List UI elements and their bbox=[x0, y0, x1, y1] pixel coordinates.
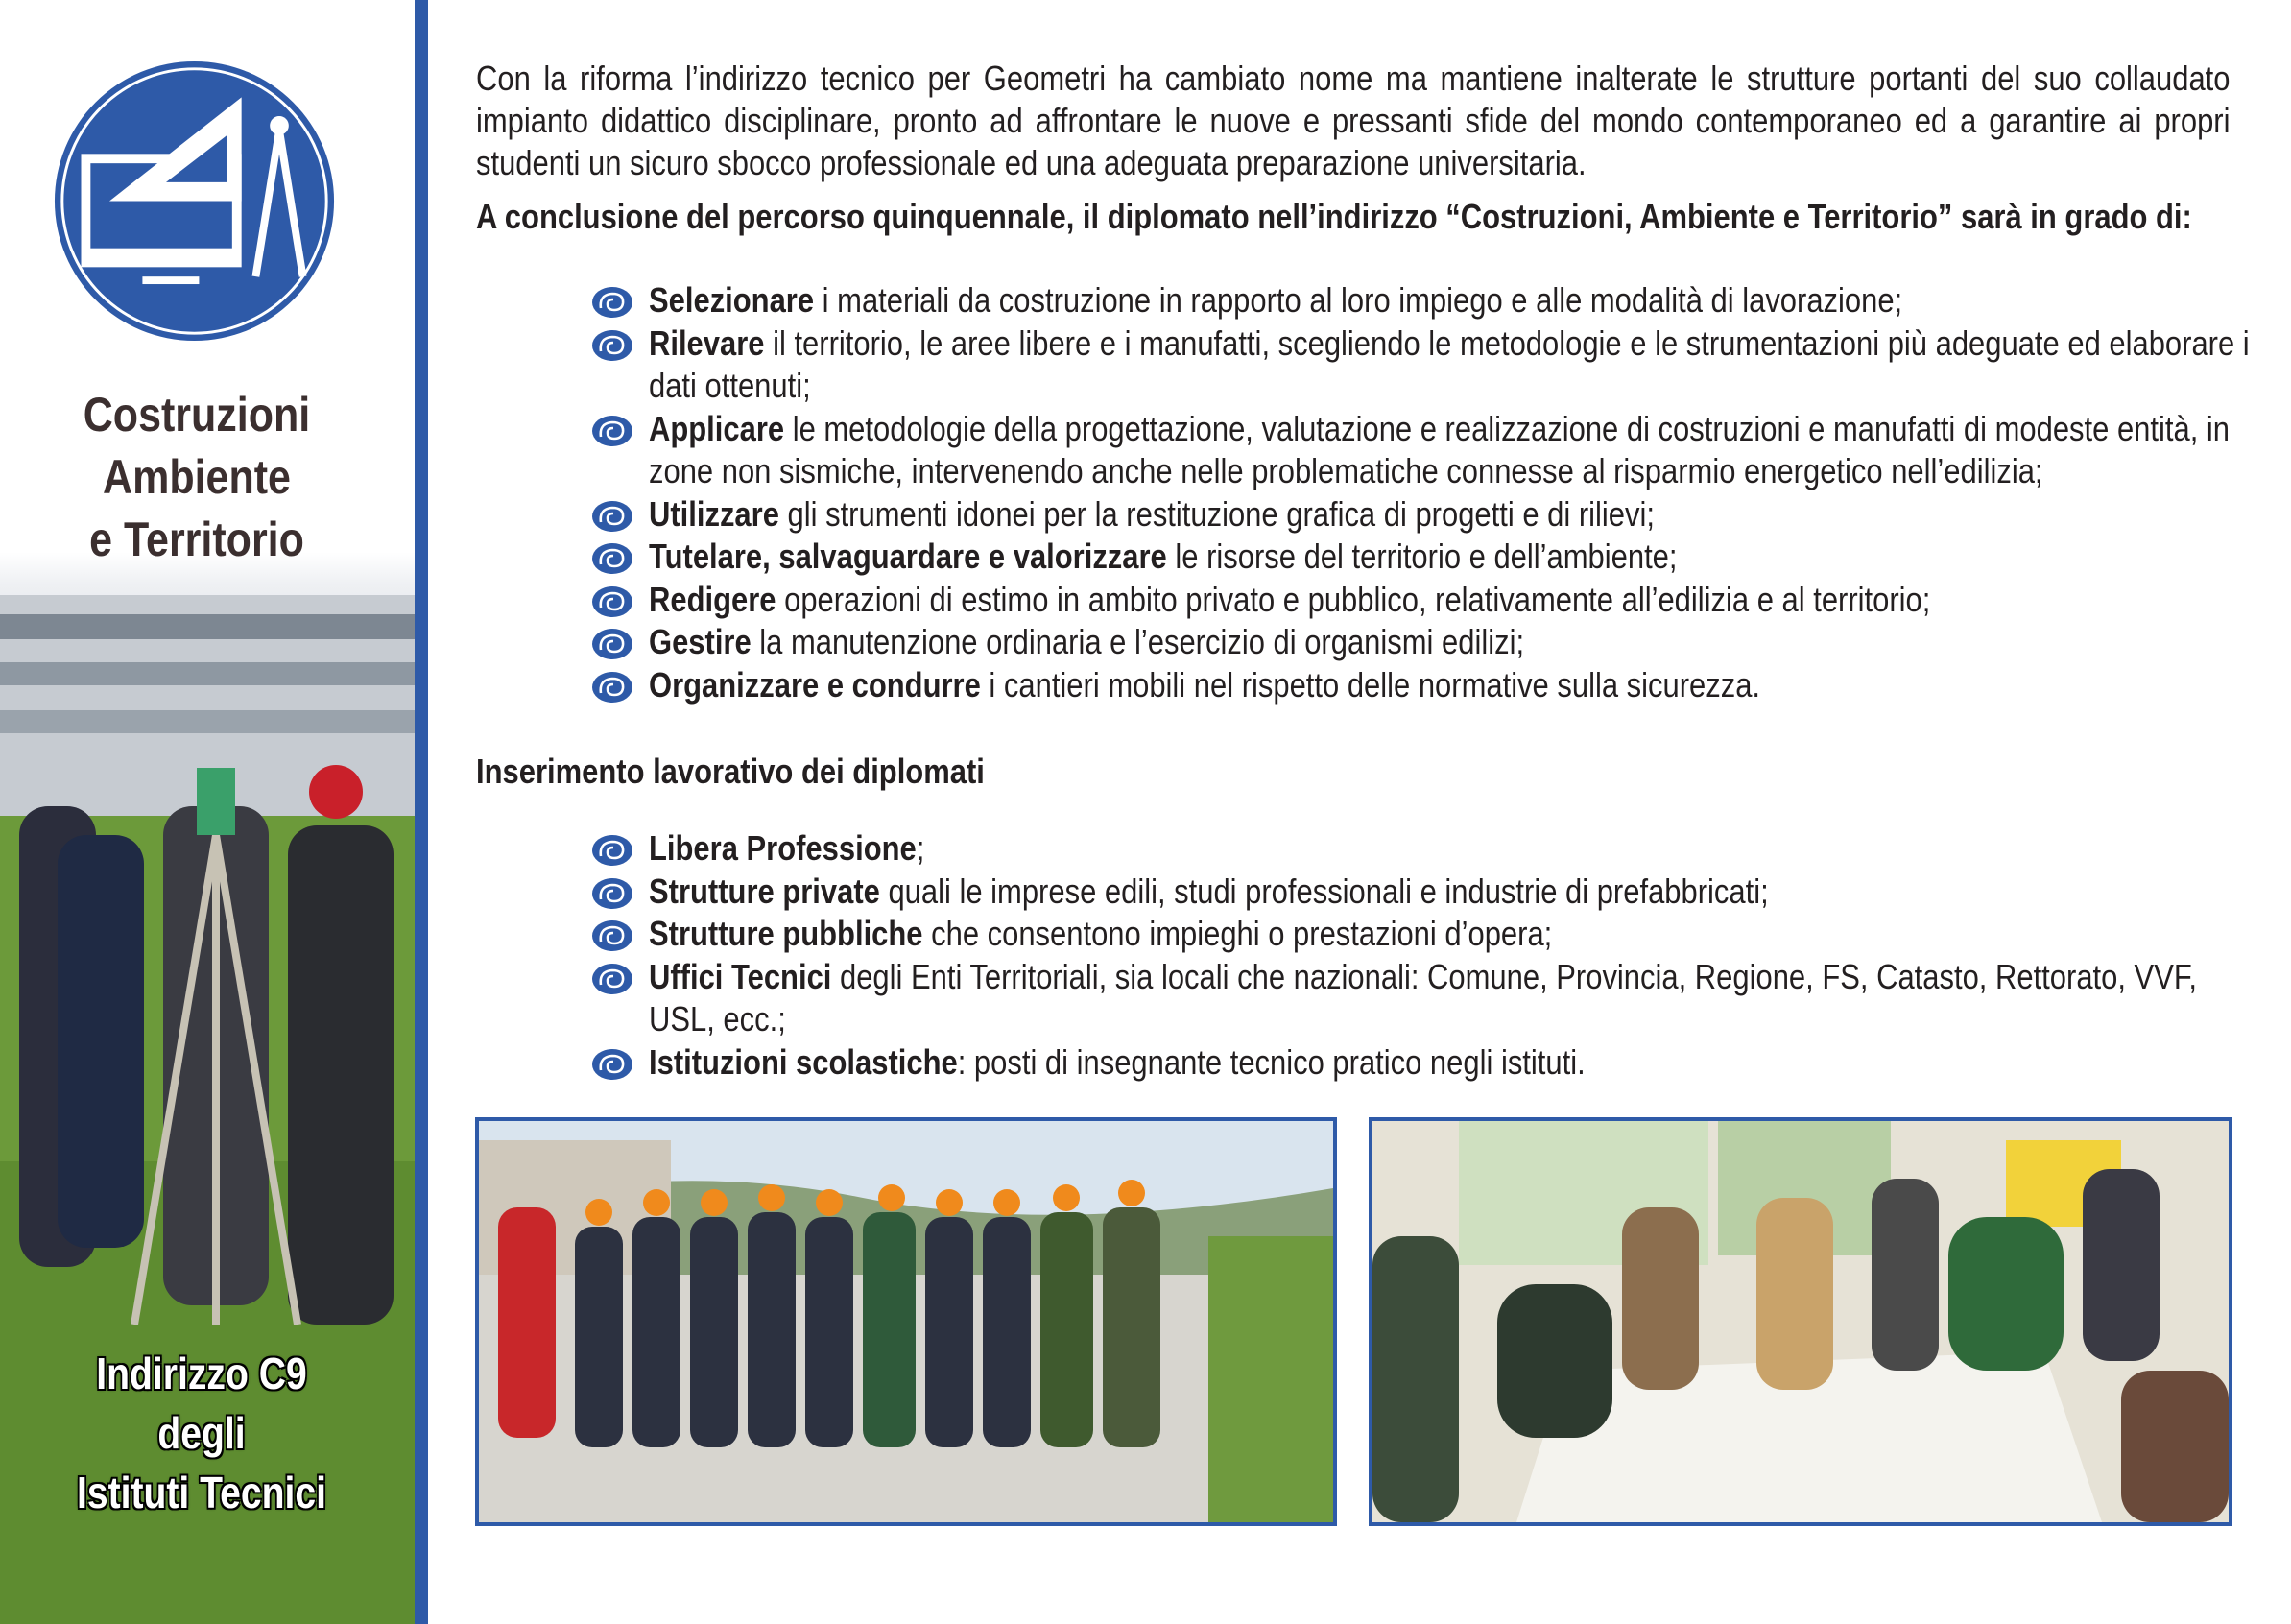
job-keyword: Uffici Tecnici bbox=[649, 956, 832, 996]
skill-keyword: Tutelare, salvaguardare e valorizzare bbox=[649, 537, 1167, 576]
jobs-heading-wrap bbox=[476, 751, 2204, 793]
spiral-bullet-icon bbox=[591, 833, 633, 868]
drafting-monitor-icon bbox=[53, 60, 336, 343]
spiral-bullet-icon bbox=[591, 962, 633, 996]
spiral-bullet-icon bbox=[591, 541, 633, 576]
skill-item bbox=[591, 322, 2250, 408]
spiral-bullet-icon bbox=[591, 670, 633, 705]
skill-text bbox=[649, 579, 2264, 622]
spiral-bullet-icon bbox=[591, 328, 633, 363]
job-text bbox=[649, 913, 2264, 956]
address-line: Istituti Tecnici bbox=[77, 1468, 326, 1517]
skill-item bbox=[591, 408, 2230, 493]
jobs-heading: Inserimento lavorativo dei diplomati bbox=[476, 752, 985, 791]
job-item bbox=[591, 913, 2223, 956]
skill-text bbox=[649, 536, 2264, 579]
skill-description: gli strumenti idonei per la restituzione grafica di progetti e di rilievi; bbox=[778, 493, 1655, 534]
job-text bbox=[649, 827, 2264, 871]
skill-keyword: Applicare bbox=[649, 408, 785, 448]
title-line: Costruzioni bbox=[83, 388, 311, 442]
job-description: degli Enti Territoriali, sia locali che nazionali: Comune, Provincia, Regione, FS, Catasto, Rettorato, VVF, USL, ecc.; bbox=[649, 956, 2197, 1039]
skill-text bbox=[649, 664, 2264, 707]
spiral-bullet-icon bbox=[591, 585, 633, 619]
skill-text bbox=[649, 322, 2264, 408]
skill-keyword: Selezionare bbox=[649, 280, 815, 320]
spiral-bullet-icon bbox=[591, 414, 633, 448]
sidebar-border bbox=[415, 0, 428, 1624]
spiral-bullet-icon bbox=[591, 1047, 633, 1082]
job-item bbox=[591, 827, 2223, 871]
spiral-bullet-icon bbox=[591, 499, 633, 534]
skill-keyword: Redigere bbox=[649, 579, 776, 619]
job-text bbox=[649, 1041, 2264, 1085]
intro-paragraph: Con la riforma l’indirizzo tecnico per Geometri ha cambiato nome ma mantiene inalterate le strutture portanti del suo collaudato impianto didattico disciplinare, pronto ad affrontare le nuove e pressanti sfide del mondo contemporaneo ed a garantire ai propri studenti un sicuro sbocco professionale ed una adeguata preparazione universitaria. bbox=[476, 59, 2231, 182]
spiral-bullet-icon bbox=[591, 919, 633, 953]
skills-list bbox=[591, 279, 2250, 706]
skill-description: i materiali da costruzione in rapporto al loro impiego e alle modalità di lavorazione; bbox=[814, 280, 1903, 320]
sidebar-title bbox=[28, 384, 367, 571]
main-content bbox=[476, 58, 2232, 238]
group-photo-illustration bbox=[479, 1121, 1333, 1522]
skill-item bbox=[591, 279, 2223, 322]
skill-description: i cantieri mobili nel rispetto delle normative sulla sicurezza. bbox=[980, 664, 1761, 705]
skill-item bbox=[591, 536, 2223, 579]
classroom-photo bbox=[1369, 1117, 2232, 1526]
skill-keyword: Utilizzare bbox=[649, 493, 779, 534]
skill-description: il territorio, le aree libere e i manufatti, scegliendo le metodologie e le strumentazioni più adeguate ed elaborare i dati ottenuti; bbox=[649, 322, 2250, 405]
spiral-bullet-icon bbox=[591, 876, 633, 911]
job-description: quali le imprese edili, studi professionali e industrie di prefabbricati; bbox=[879, 871, 1769, 911]
skill-keyword: Organizzare e condurre bbox=[649, 664, 981, 705]
skill-item bbox=[591, 664, 2223, 707]
job-keyword: Strutture private bbox=[649, 871, 880, 911]
skill-description: le metodologie della progettazione, valutazione e realizzazione di costruzioni e manufatti di modeste entità, in zone non sismiche, intervenendo anche nelle problematiche connesse al risparmio energetico nell’edilizia; bbox=[649, 408, 2230, 490]
job-description: che consentono impieghi o prestazioni d’opera; bbox=[922, 914, 1553, 953]
skill-item bbox=[591, 579, 2223, 622]
skill-item bbox=[591, 621, 2223, 664]
job-description: : posti di insegnante tecnico pratico negli istituti. bbox=[957, 1041, 1586, 1082]
job-text bbox=[649, 871, 2264, 914]
address-line: Indirizzo C9 bbox=[96, 1349, 307, 1398]
title-line: Ambiente bbox=[103, 450, 291, 504]
group-photo bbox=[475, 1117, 1337, 1526]
skill-description: le risorse del territorio e dell’ambiente; bbox=[1166, 537, 1678, 576]
skill-text bbox=[649, 493, 2264, 537]
spiral-bullet-icon bbox=[591, 285, 633, 320]
job-text bbox=[649, 956, 2264, 1041]
skill-description: la manutenzione ordinaria e l’esercizio di organismi edilizi; bbox=[751, 622, 1525, 661]
skill-keyword: Rilevare bbox=[649, 322, 765, 363]
job-item bbox=[591, 871, 2223, 914]
skill-text bbox=[649, 408, 2264, 493]
jobs-list bbox=[591, 827, 2223, 1084]
spiral-bullet-icon bbox=[591, 627, 633, 661]
skill-text bbox=[649, 621, 2264, 664]
skill-description: operazioni di estimo in ambito privato e pubblico, relativamente all’edilizia e al territorio; bbox=[776, 579, 1931, 619]
title-line: e Territorio bbox=[89, 513, 304, 566]
classroom-photo-illustration bbox=[1372, 1121, 2229, 1522]
job-description: ; bbox=[916, 828, 925, 868]
skills-heading: A conclusione del percorso quinquennale, il diplomato nell’indirizzo “Costruzioni, Ambiente e Territorio” sarà in grado di: bbox=[476, 197, 2192, 236]
job-item bbox=[591, 1041, 2223, 1085]
job-keyword: Libera Professione bbox=[649, 828, 917, 868]
job-keyword: Strutture pubbliche bbox=[649, 914, 923, 953]
job-item bbox=[591, 956, 2223, 1041]
address-line: degli bbox=[157, 1408, 246, 1458]
job-keyword: Istituzioni scolastiche bbox=[649, 1041, 958, 1082]
skill-item bbox=[591, 493, 2223, 537]
skill-keyword: Gestire bbox=[649, 622, 752, 661]
skill-text bbox=[649, 279, 2264, 322]
address-label bbox=[47, 1344, 357, 1522]
sidebar bbox=[0, 0, 415, 1624]
